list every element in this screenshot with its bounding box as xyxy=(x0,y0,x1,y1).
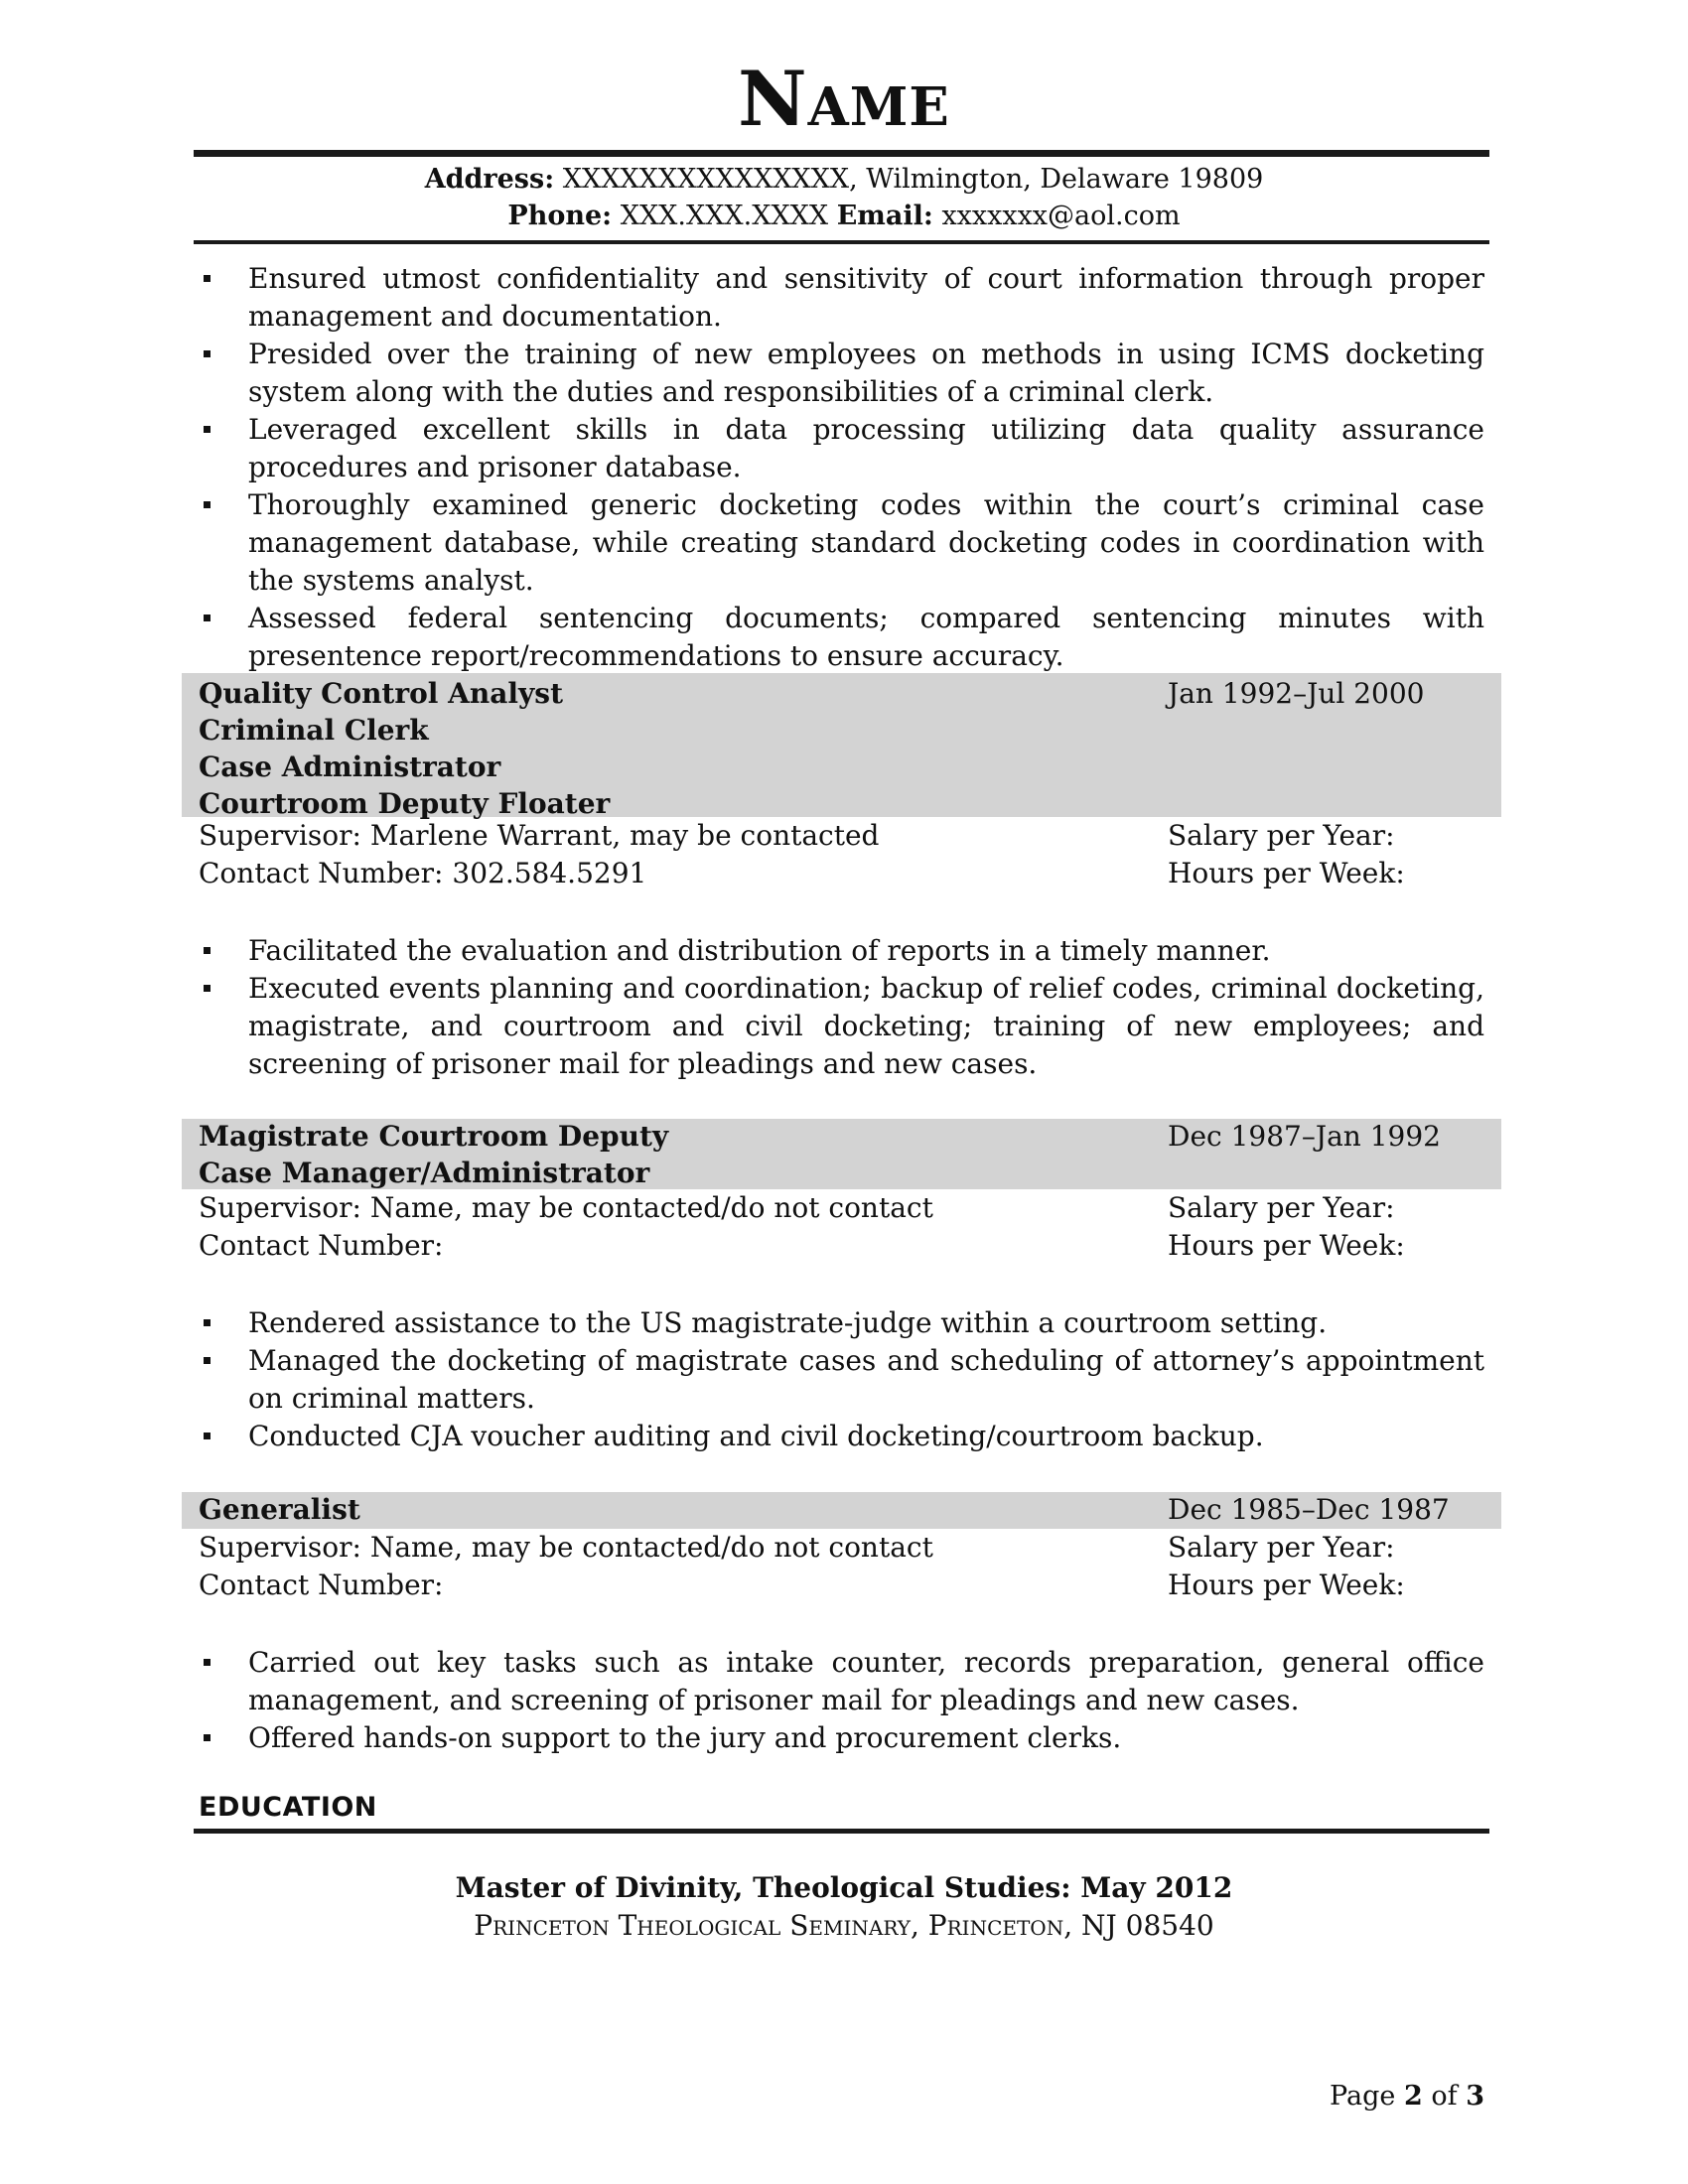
page-current: 2 xyxy=(1403,2081,1423,2112)
job-bullet-list xyxy=(194,932,1506,1083)
job-bullets-section-1 xyxy=(194,932,1506,1083)
contact-number: Contact Number: xyxy=(199,1569,444,1601)
job-header-2 xyxy=(182,1119,1501,1189)
list-item: Managed the docketing of magistrate cases and scheduling of attorney’s appointment on criminal matters. xyxy=(194,1342,1506,1418)
job-meta-3 xyxy=(199,1529,1489,1604)
job-bullet-list xyxy=(194,1644,1506,1757)
list-item: Facilitated the evaluation and distribution of reports in a timely manner. xyxy=(194,932,1506,970)
job-title: Criminal Clerk xyxy=(199,714,429,747)
list-item: Ensured utmost confidentiality and sensitivity of court information through proper management and documentation. xyxy=(194,260,1506,336)
supervisor-info: Supervisor: Marlene Warrant, may be contacted xyxy=(199,819,880,852)
salary-label: Salary per Year: xyxy=(1168,1531,1395,1564)
email-label: Email: xyxy=(836,201,933,231)
salary-label: Salary per Year: xyxy=(1168,1191,1395,1224)
header-rule-top xyxy=(194,150,1489,157)
hours-label: Hours per Week: xyxy=(1168,1229,1405,1262)
job-bullets-section-2 xyxy=(194,1304,1506,1455)
candidate-name: Name xyxy=(738,55,950,143)
supervisor-info: Supervisor: Name, may be contacted/do not contact xyxy=(199,1191,933,1224)
job-title: Generalist xyxy=(199,1493,360,1526)
hours-label: Hours per Week: xyxy=(1168,1569,1405,1601)
intro-bullet-list xyxy=(194,260,1506,675)
list-item: Presided over the training of new employees on methods in using ICMS docketing system along with the duties and responsibilities of a criminal clerk. xyxy=(194,336,1506,411)
job-dates: Jan 1992–Jul 2000 xyxy=(1168,677,1425,710)
address-line xyxy=(0,161,1688,198)
list-item: Rendered assistance to the US magistrate-judge within a courtroom setting. xyxy=(194,1304,1506,1342)
job-dates: Dec 1985–Dec 1987 xyxy=(1168,1493,1450,1526)
page-total: 3 xyxy=(1466,2081,1484,2112)
list-item: Executed events planning and coordination; backup of relief codes, criminal docketing, magistrate, and courtroom and civil docketing; training of new employees; and screening of prisoner mail for pleadings and new cases. xyxy=(194,970,1506,1083)
list-item: Thoroughly examined generic docketing codes within the court’s criminal case management database, while creating standard docketing codes in coordination with the systems analyst. xyxy=(194,486,1506,600)
job-titles xyxy=(199,1491,360,1528)
contact-number: Contact Number: 302.584.5291 xyxy=(199,857,647,889)
address-value: XXXXXXXXXXXXXXX, Wilmington, Delaware 19809 xyxy=(562,164,1264,195)
phone-email-line xyxy=(0,198,1688,234)
header-rule-bottom xyxy=(194,240,1489,244)
page-number xyxy=(1330,2080,1484,2114)
list-item: Carried out key tasks such as intake counter, records preparation, general office management, and screening of prisoner mail for pleadings and new cases. xyxy=(194,1644,1506,1719)
job-titles xyxy=(199,675,610,822)
supervisor-info: Supervisor: Name, may be contacted/do not contact xyxy=(199,1531,933,1564)
job-meta-1 xyxy=(199,817,1489,892)
address-label: Address: xyxy=(424,164,555,195)
email-value: xxxxxxx@aol.com xyxy=(941,201,1181,231)
list-item: Leveraged excellent skills in data processing utilizing data quality assurance procedures and prisoner database. xyxy=(194,411,1506,486)
job-title: Courtroom Deputy Floater xyxy=(199,787,611,820)
contact-number: Contact Number: xyxy=(199,1229,444,1262)
intro-bullets-section xyxy=(194,260,1506,675)
education-rule xyxy=(194,1829,1489,1834)
list-item: Conducted CJA voucher auditing and civil docketing/courtroom backup. xyxy=(194,1418,1506,1455)
job-title: Case Manager/Administrator xyxy=(199,1157,650,1189)
education-school: Princeton Theological Seminary, Princeton, NJ 08540 xyxy=(474,1909,1214,1942)
job-header-3 xyxy=(182,1492,1501,1529)
hours-label: Hours per Week: xyxy=(1168,857,1405,889)
phone-value: XXX.XXX.XXXX xyxy=(620,201,829,231)
education-degree: Master of Divinity, Theological Studies: May 2012 xyxy=(455,1871,1233,1904)
job-bullets-section-3 xyxy=(194,1644,1506,1757)
job-meta-2 xyxy=(199,1189,1489,1265)
job-title: Quality Control Analyst xyxy=(199,677,564,710)
page-prefix: Page xyxy=(1330,2081,1396,2112)
page-of: of xyxy=(1431,2081,1458,2112)
salary-label: Salary per Year: xyxy=(1168,819,1395,852)
job-title: Magistrate Courtroom Deputy xyxy=(199,1120,669,1153)
education-heading: EDUCATION xyxy=(199,1792,377,1823)
job-bullet-list xyxy=(194,1304,1506,1455)
job-title: Case Administrator xyxy=(199,751,501,783)
job-header-1 xyxy=(182,673,1501,820)
list-item: Offered hands-on support to the jury and procurement clerks. xyxy=(194,1719,1506,1757)
job-titles xyxy=(199,1118,668,1191)
phone-label: Phone: xyxy=(507,201,613,231)
job-dates: Dec 1987–Jan 1992 xyxy=(1168,1120,1441,1153)
list-item: Assessed federal sentencing documents; compared sentencing minutes with presentence report/recommendations to ensure accuracy. xyxy=(194,600,1506,675)
